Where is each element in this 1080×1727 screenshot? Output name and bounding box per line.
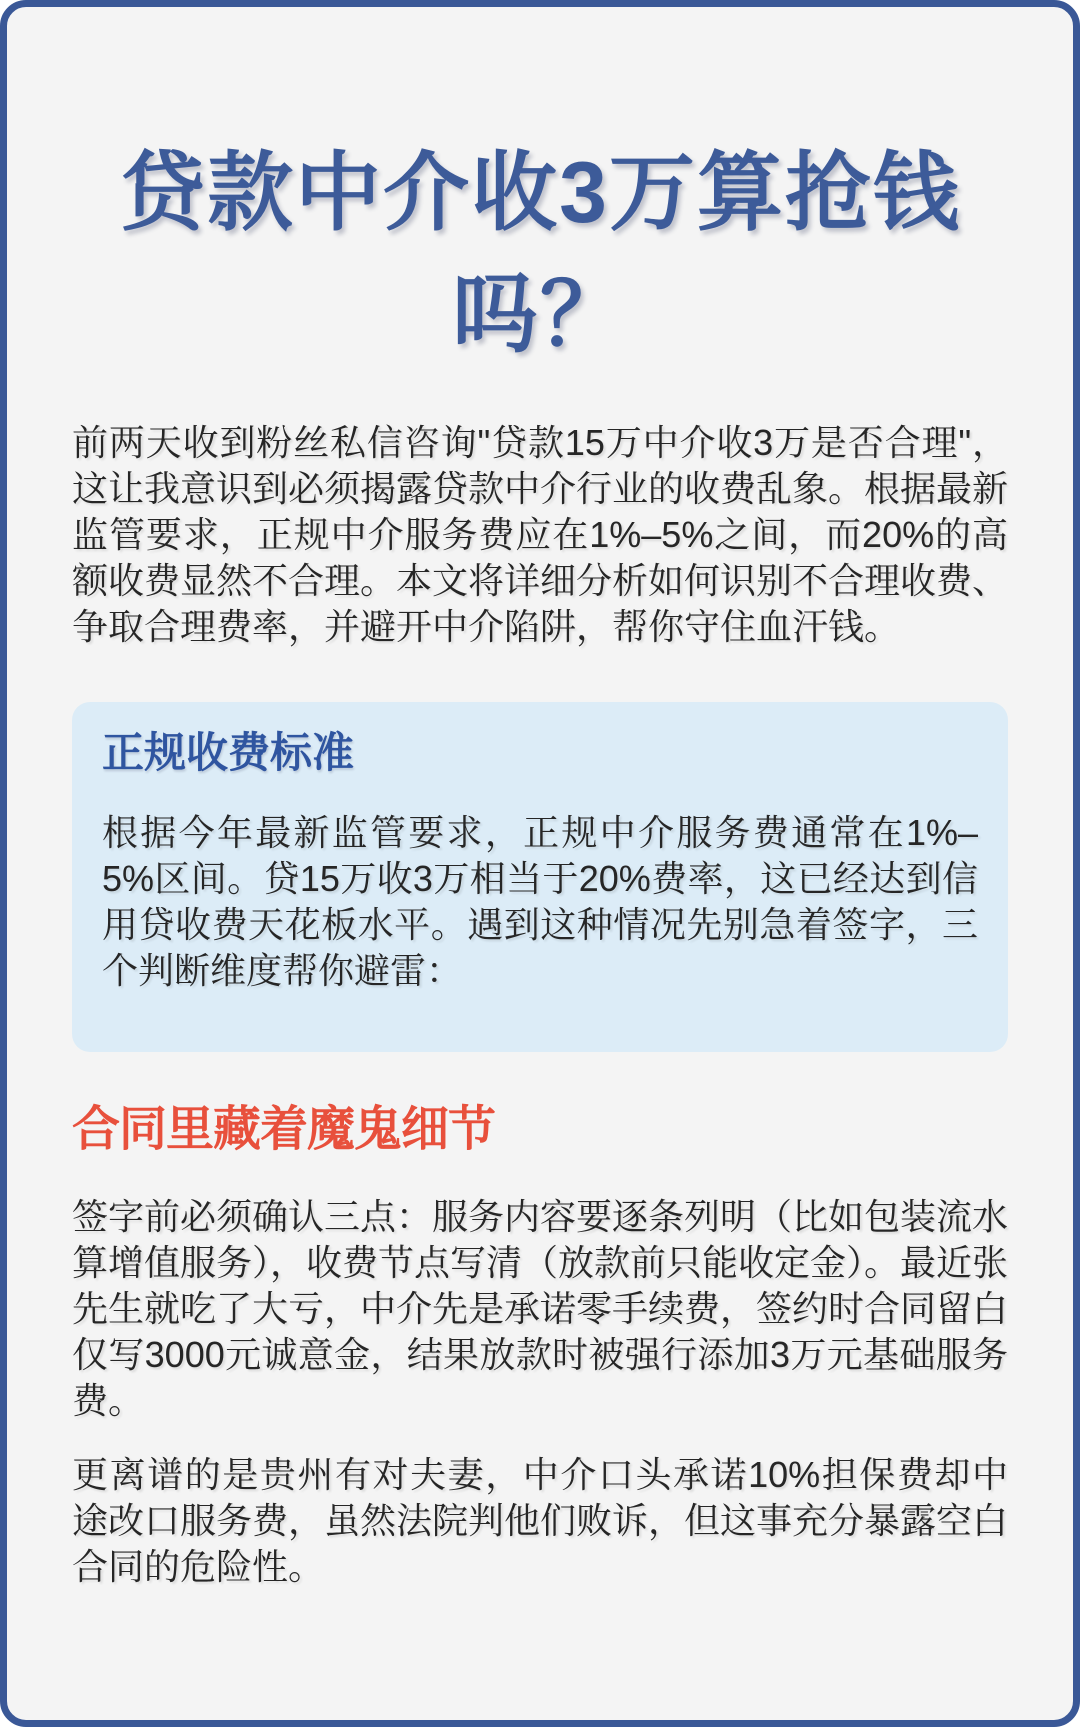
info-box-heading: 正规收费标准 [102, 729, 355, 776]
page-title [72, 132, 1008, 376]
intro-paragraph: 前两天收到粉丝私信咨询"贷款15万中介收3万是否合理"，这让我意识到必须揭露贷款中介行业的收费乱象。根据最新监管要求，正规中介服务费应在1%–5%之间，而20%的高额收费显然不合理。本文将详细分析如何识别不合理收费、争取合理费率，并避开中介陷阱，帮你守住血汗钱。 [72, 422, 1009, 647]
page-title-line-2: 吗？ [452, 267, 628, 363]
info-box [72, 702, 1008, 1052]
article-content [7, 132, 1073, 1590]
section-paragraph-1: 签字前必须确认三点：服务内容要逐条列明（比如包装流水算增值服务），收费节点写清（放款前只能收定金）。最近张先生就吃了大亏，中介先是承诺零手续费，签约时合同留白仅写3000元诚意金，结果放款时被强行添加3万元基础服务费。 [72, 1196, 1009, 1421]
section-paragraph-2: 更离谱的是贵州有对夫妻，中介口头承诺10%担保费却中途改口服务费，虽然法院判他们败诉，但这事充分暴露空白合同的危险性。 [72, 1454, 1009, 1587]
info-box-body: 根据今年最新监管要求，正规中介服务费通常在1%–5%区间。贷15万收3万相当于20%费率，这已经达到信用贷收费天花板水平。遇到这种情况先别急着签字，三个判断维度帮你避雷： [102, 812, 978, 991]
section-heading: 合同里藏着魔鬼细节 [72, 1103, 496, 1156]
page-title-line-1: 贷款中介收3万算抢钱 [119, 145, 961, 241]
